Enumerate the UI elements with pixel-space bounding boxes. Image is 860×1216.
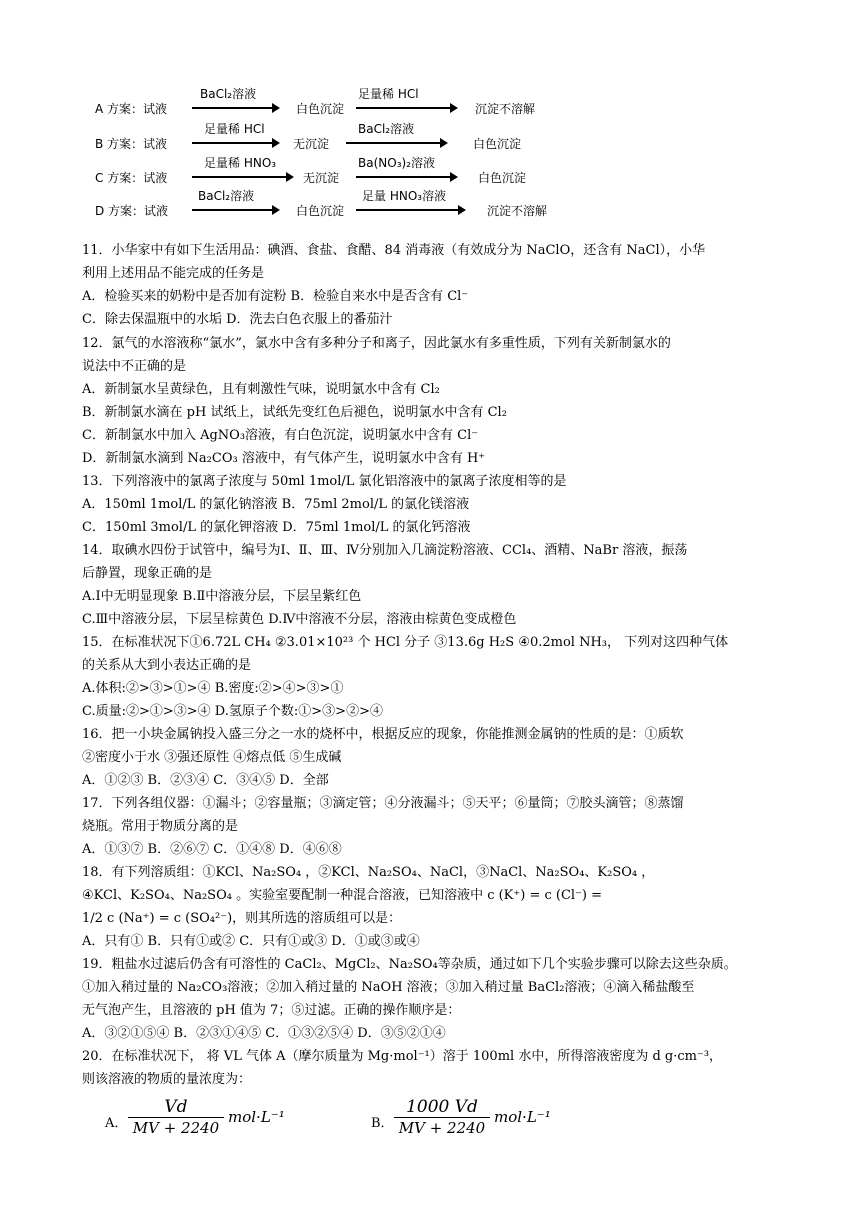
scheme-a-step1: BaCl₂溶液 [200, 87, 257, 101]
text-line: 说法中不正确的是 [82, 359, 187, 374]
text-line: ①加入稍过量的 Na₂CO₃溶液；②加入稍过量的 NaOH 溶液；③加入稍过量 BaCl₂溶液；④滴入稀盐酸至 [82, 980, 695, 995]
text-line: A.Ⅰ中无明显现象 B.Ⅱ中溶液分层，下层呈紫红色 [82, 589, 362, 604]
scheme-a-step2: 足量稀 HCl [358, 87, 419, 101]
scheme-a-mid: 白色沉淀 [296, 102, 345, 116]
text-line: 20．在标准状况下， 将 VL 气体 A（摩尔质量为 Mg·mol⁻¹）溶于 100ml 水中，所得溶液密度为 d g·cm⁻³， [82, 1049, 723, 1064]
scheme-c-result: 白色沉淀 [478, 171, 527, 185]
answer-b-label: B． [371, 1116, 394, 1131]
text-line: ②密度小于水 ③强还原性 ④熔点低 ⑤生成碱 [82, 750, 342, 765]
text-line: A．①③⑦ B．②⑥⑦ C．①④⑧ D．④⑥⑧ [82, 842, 342, 857]
text-line: 无气泡产生，且溶液的 pH 值为 7；⑤过滤。正确的操作顺序是： [82, 1003, 461, 1018]
text-line: C.Ⅲ中溶液分层，下层呈棕黄色 D.Ⅳ中溶液不分层，溶液由棕黄色变成橙色 [82, 612, 517, 627]
arrow-icon [356, 176, 452, 178]
text-line: 11．小华家中有如下生活用品：碘酒、食盐、食醋、84 消毒液（有效成分为 NaClO，还含有 NaCl），小华 [82, 243, 706, 258]
text-line: C．150ml 3mol/L 的氯化钾溶液 D．75ml 1mol/L 的氯化钙溶液 [82, 520, 471, 535]
scheme-b-step2: BaCl₂溶液 [358, 122, 415, 136]
arrow-icon [192, 107, 274, 109]
arrow-icon [192, 209, 274, 211]
text-line: 14．取碘水四份于试管中，编号为Ⅰ、Ⅱ、Ⅲ、Ⅳ分别加入几滴淀粉溶液、CCl₄、酒精、NaBr 溶液，振荡 [82, 543, 688, 558]
scheme-c-mid: 无沉淀 [303, 171, 340, 185]
text-line: B．新制氯水滴在 pH 试纸上，试纸先变红色后褪色，说明氯水中含有 Cl₂ [82, 405, 507, 420]
text-line: C.质量:②>①>③>④ D.氢原子个数:①>③>②>④ [82, 704, 383, 719]
text-line: 烧瓶。常用于物质分离的是 [82, 819, 239, 834]
text-line: 后静置，现象正确的是 [82, 566, 213, 581]
scheme-c-step1: 足量稀 HNO₃ [204, 156, 277, 170]
text-line: 利用上述用品不能完成的任务是 [82, 266, 265, 281]
text-line: A.体积:②>③>①>④ B.密度:②>④>③>① [82, 681, 344, 696]
text-line: 1/2 c (Na⁺) = c (SO₄²⁻)，则其所选的溶质组可以是： [82, 911, 402, 926]
fraction-numerator: 1000 Vd [394, 1097, 490, 1118]
text-line: 15．在标准状况下①6.72L CH₄ ②3.01×10²³ 个 HCl 分子 ③13.6g H₂S ④0.2mol NH₃， 下列对这四种气体 [82, 635, 729, 650]
scheme-a-result: 沉淀不溶解 [475, 102, 536, 116]
fraction [128, 1097, 224, 1138]
scheme-d-label: D 方案：试液 [95, 204, 169, 218]
text-line: A．检验买来的奶粉中是否加有淀粉 B．检验自来水中是否含有 Cl⁻ [82, 289, 469, 304]
text-line: A．①②③ B．②③④ C．③④⑤ D．全部 [82, 773, 329, 788]
unit: mol·L⁻¹ [228, 1108, 285, 1126]
fraction [394, 1097, 490, 1138]
scheme-b-mid: 无沉淀 [293, 137, 330, 151]
scheme-d-mid: 白色沉淀 [296, 204, 345, 218]
scheme-c-step2: Ba(NO₃)₂溶液 [358, 156, 435, 170]
scheme-a-label: A 方案：试液 [95, 102, 168, 116]
fraction-denominator: MV + 2240 [132, 1119, 220, 1137]
fraction-numerator: Vd [128, 1097, 224, 1118]
text-line: A．新制氯水呈黄绿色，且有刺激性气味，说明氯水中含有 Cl₂ [82, 382, 440, 397]
scheme-d-result: 沉淀不溶解 [487, 204, 548, 218]
text-line: 17．下列各组仪器：①漏斗；②容量瓶；③滴定管；④分液漏斗；⑤天平；⑥量筒；⑦胶头滴管；⑧蒸馏 [82, 796, 684, 811]
answer-a-label: A． [105, 1116, 128, 1131]
arrow-icon [192, 142, 274, 144]
text-line: 则该溶液的物质的量浓度为： [82, 1072, 252, 1087]
text-line: 19．粗盐水过滤后仍含有可溶性的 CaCl₂、MgCl₂、Na₂SO₄等杂质，通过如下几个实验步骤可以除去这些杂质。 [82, 957, 737, 972]
scheme-c-label: C 方案：试液 [95, 171, 168, 185]
text-line: A．③②①⑤④ B．②③①④⑤ C．①③②⑤④ D．③⑤②①④ [82, 1026, 446, 1041]
arrow-icon [356, 107, 452, 109]
scheme-b-step1: 足量稀 HCl [204, 122, 265, 136]
scheme-d-step1: BaCl₂溶液 [198, 189, 255, 203]
scheme-b-label: B 方案：试液 [95, 137, 168, 151]
text-line: 12．氯气的水溶液称“氯水”，氯水中含有多种分子和离子，因此氯水有多重性质，下列有关新制氯水的 [82, 336, 671, 351]
text-line: 18．有下列溶质组：①KCl、Na₂SO₄ ，②KCl、Na₂SO₄、NaCl，③NaCl、Na₂SO₄、K₂SO₄ ， [82, 865, 655, 880]
fraction-denominator: MV + 2240 [398, 1119, 486, 1137]
text-line: C．除去保温瓶中的水垢 D．洗去白色衣服上的番茄汁 [82, 312, 393, 327]
text-line: A．只有① B．只有①或② C．只有①或③ D．①或③或④ [82, 934, 420, 949]
text-line: 的关系从大到小表达正确的是 [82, 658, 252, 673]
text-line: D．新制氯水滴到 Na₂CO₃ 溶液中，有气体产生，说明氯水中含有 H⁺ [82, 451, 486, 466]
arrow-icon [192, 176, 288, 178]
unit: mol·L⁻¹ [494, 1108, 551, 1126]
arrow-icon [346, 142, 442, 144]
scheme-b-result: 白色沉淀 [473, 137, 522, 151]
text-line: C．新制氯水中加入 AgNO₃溶液，有白色沉淀，说明氯水中含有 Cl⁻ [82, 428, 479, 443]
scheme-d-step2: 足量 HNO₃溶液 [362, 189, 447, 203]
text-line: 16．把一小块金属钠投入盛三分之一水的烧杯中，根据反应的现象，你能推测金属钠的性质的是：①质软 [82, 727, 684, 742]
text-line: A．150ml 1mol/L 的氯化钠溶液 B．75ml 2mol/L 的氯化镁溶液 [82, 497, 470, 512]
text-line: ④KCl、K₂SO₄、Na₂SO₄ 。实验室要配制一种混合溶液，已知溶液中 c (K⁺) = c (Cl⁻) = [82, 888, 603, 903]
arrow-icon [356, 209, 460, 211]
text-line: 13．下列溶液中的氯离子浓度与 50ml 1mol/L 氯化铝溶液中的氯离子浓度相等的是 [82, 474, 567, 489]
